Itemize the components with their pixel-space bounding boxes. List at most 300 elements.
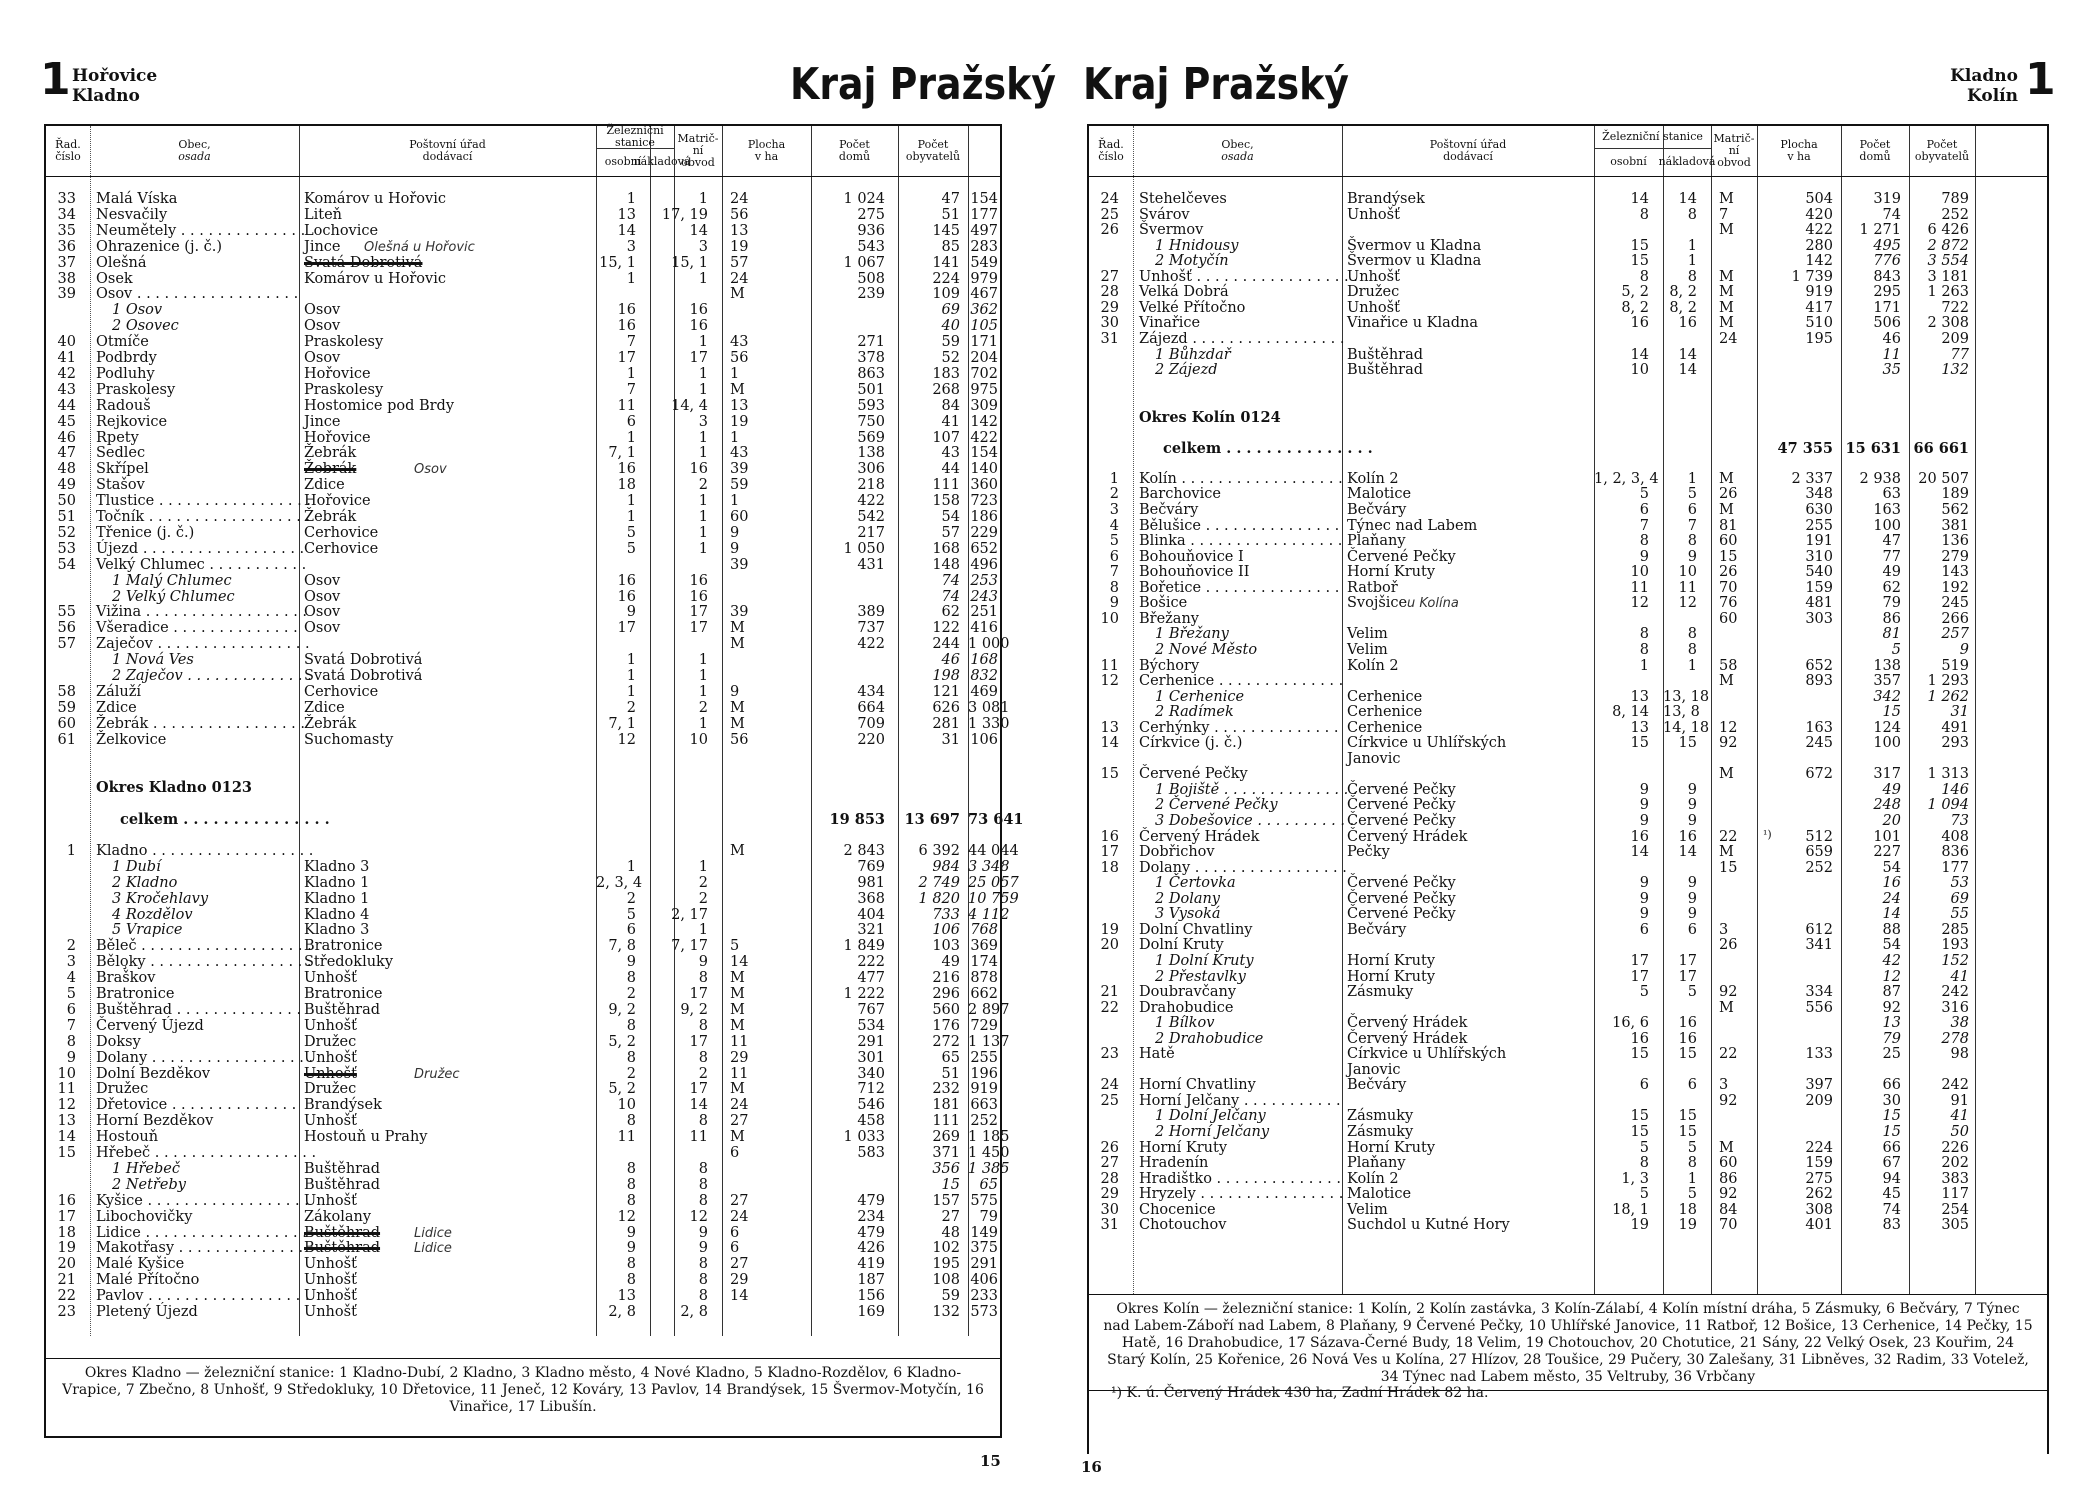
station-freight: 8, 2 [1669, 284, 1697, 301]
registry-district: M [730, 986, 745, 1002]
post-office: Komárov u Hořovic [304, 270, 446, 287]
station-freight: 1 [1687, 657, 1697, 674]
station-passenger: 5 [1639, 1139, 1649, 1156]
table-row [46, 780, 1000, 796]
region-places [72, 66, 157, 106]
row-number: 13 [57, 1113, 76, 1130]
house-count: 15 [1882, 1108, 1901, 1125]
post-office: Kladno 4 [304, 906, 370, 923]
table-row [46, 874, 1019, 892]
table-row [46, 939, 1000, 955]
table-row [1089, 425, 2047, 441]
station-passenger: 15, 1 [599, 254, 636, 271]
row-number: 5 [66, 986, 76, 1002]
table-row [46, 335, 1000, 351]
municipality-name: Makotřasy . . . . . . . . . . . . . . [96, 1240, 304, 1257]
header-domu-text: Počet domů [1859, 138, 1891, 163]
house-count: 626 [932, 699, 960, 716]
municipality-name: Braškov [96, 970, 156, 987]
house-count: 984 [932, 858, 960, 875]
municipality-name: Doubravčany [1139, 984, 1237, 1001]
population: 278 [1941, 1030, 1969, 1047]
post-office: Unhošť [304, 1256, 357, 1273]
area-ha: 262 [1805, 1186, 1833, 1203]
house-count: 102 [932, 1240, 960, 1257]
table-row [46, 1210, 1000, 1226]
station-freight: 9 [1687, 548, 1697, 565]
region-place-1: Kladno [1950, 66, 2018, 86]
house-count: 47 [941, 191, 960, 207]
post-office: Suchomasty [304, 731, 394, 748]
table-row [1089, 674, 2047, 690]
municipality-name: Hryzely . . . . . . . . . . . . . . . . [1139, 1186, 1344, 1203]
registry-district: 24 [730, 270, 749, 287]
post-office: Církvice u Uhlířských [1347, 735, 1507, 752]
area-ha: 709 [857, 715, 885, 732]
population: 383 [1941, 1170, 1969, 1187]
station-freight: 15 [1678, 1046, 1697, 1063]
area-ha: 220 [857, 731, 885, 748]
station-freight: 1 [698, 270, 708, 287]
station-freight: 10 [1678, 564, 1697, 581]
table-row [1089, 270, 2047, 286]
station-passenger: 5, 2 [608, 1081, 636, 1098]
population: 408 [1941, 828, 1969, 845]
station-freight: 8 [1687, 533, 1697, 550]
municipality-name: Ohrazenice (j. č.) [96, 238, 223, 255]
station-freight: 9 [1687, 906, 1697, 923]
station-freight: 1 [1687, 253, 1697, 270]
house-count: 87 [1882, 984, 1901, 1001]
population: 293 [1941, 735, 1969, 752]
row-number: 29 [1100, 1186, 1119, 1203]
house-count: 1 271 [1859, 222, 1901, 239]
row-number: 3 [66, 954, 76, 971]
region-number: 1 [2025, 54, 2056, 105]
municipality-name: Cerhýnky . . . . . . . . . . . . . . [1139, 719, 1339, 736]
population: 171 [970, 334, 998, 351]
row-number: 56 [57, 620, 76, 637]
table-row [46, 1129, 1010, 1146]
post-office: Svatá Dobrotivá [304, 254, 423, 271]
row-number: 26 [1100, 222, 1119, 239]
house-count: 49 [1882, 781, 1901, 798]
station-passenger: 6 [626, 922, 636, 939]
table-row [1089, 208, 2047, 224]
table-row [1089, 876, 2047, 892]
house-count: 13 697 [904, 811, 960, 829]
row-number: 52 [57, 524, 76, 541]
post-office: Kolín 2 [1347, 657, 1399, 674]
page-title: Kraj Pražský [1083, 59, 1349, 110]
post-office: Buštěhrad [304, 1001, 381, 1018]
population: 6 426 [1927, 222, 1969, 239]
row-number: 31 [1100, 1217, 1119, 1234]
table-row [46, 1033, 1010, 1051]
table-row [46, 796, 1000, 812]
table-row [1089, 736, 2047, 752]
station-passenger: 12 [1630, 595, 1649, 612]
station-passenger: 8 [626, 1113, 636, 1130]
house-count: 81 [1882, 626, 1901, 643]
station-passenger: 9 [1639, 781, 1649, 798]
page-title: Kraj Pražský [790, 59, 1056, 110]
area-ha: 417 [1805, 299, 1833, 316]
house-count: 106 [932, 922, 960, 939]
registry-district: 27 [730, 1192, 749, 1209]
row-number: 23 [1100, 1046, 1119, 1063]
post-office: Osov [304, 302, 341, 319]
table-row [46, 715, 1010, 733]
population: 1 262 [1927, 688, 1969, 705]
population: 1 137 [968, 1033, 1010, 1050]
house-count: 272 [932, 1033, 960, 1050]
station-freight: 8 [698, 1113, 708, 1130]
station-passenger: 18, 1 [1612, 1201, 1649, 1218]
table-row [46, 1178, 1000, 1194]
area-ha: 334 [1805, 984, 1833, 1001]
population: 497 [970, 222, 998, 239]
house-count: 92 [1882, 999, 1901, 1016]
right-page [1043, 0, 2086, 1501]
area-ha: 163 [1805, 719, 1833, 736]
municipality-name: celkem . . . . . . . . . . . . . . . [1163, 439, 1373, 457]
municipality-name: Kladno . . . . . . . . . . . . . . . . . . [96, 842, 314, 859]
station-freight: 2, 17 [671, 906, 708, 923]
table-row [46, 1114, 1000, 1130]
station-passenger: 16 [1630, 315, 1649, 332]
area-ha: 422 [857, 636, 885, 653]
header-rad-text: Řad. číslo [1098, 138, 1124, 163]
station-freight: 1 [698, 922, 708, 939]
area-ha: 422 [1805, 222, 1833, 239]
area-ha: 401 [1805, 1217, 1833, 1234]
station-freight: 17 [689, 350, 708, 366]
table-row [46, 192, 1000, 208]
post-office: Žebrák [304, 715, 357, 732]
registry-district: 1 [730, 493, 740, 510]
post-office: Cerhovice [304, 683, 379, 700]
post-office: Komárov u Hořovic [304, 191, 446, 207]
row-number: 28 [1100, 284, 1119, 301]
row-number: 9 [66, 1049, 76, 1066]
station-passenger: 18 [617, 477, 636, 494]
post-office: Praskolesy [304, 381, 384, 398]
header-rad-text: Řad. číslo [55, 138, 81, 163]
municipality-name: Cerhenice . . . . . . . . . . . . . . [1139, 673, 1344, 690]
population: 662 [970, 986, 998, 1002]
table-row [1089, 938, 2047, 954]
area-ha: 142 [1805, 253, 1833, 270]
region-number: 1 [40, 54, 71, 105]
row-number: 4 [1109, 517, 1119, 534]
table-row [46, 224, 1000, 240]
table-row [46, 272, 1000, 288]
table-row [1089, 285, 2047, 301]
header-obyvatel [898, 126, 968, 176]
station-passenger: 6 [1639, 1077, 1649, 1094]
row-number: 27 [1100, 1155, 1119, 1172]
municipality-name: 2 Velký Chlumec [112, 588, 235, 605]
area-ha: 510 [1805, 315, 1833, 332]
station-freight: 14 [1678, 362, 1697, 379]
municipality-name: Velký Chlumec . . . . . . . . . . . [96, 556, 307, 573]
post-office: Plaňany [1347, 533, 1406, 550]
row-number: 49 [57, 477, 76, 494]
row-number: 23 [57, 1304, 76, 1320]
station-passenger: 7, 1 [608, 715, 636, 732]
house-count: 74 [1882, 1201, 1901, 1218]
area-ha: 169 [857, 1304, 885, 1320]
row-number: 6 [66, 1001, 76, 1018]
row-number: 25 [1100, 206, 1119, 223]
station-passenger: 7 [626, 334, 636, 351]
header-obec [1133, 126, 1342, 176]
population: 252 [970, 1113, 998, 1130]
post-office: Cerhovice [304, 540, 379, 557]
municipality-name: Drahobudice [1139, 999, 1234, 1016]
population: 309 [970, 397, 998, 414]
station-freight: 1 [698, 715, 708, 732]
station-passenger: 8 [626, 970, 636, 987]
municipality-name: 1 Bojiště . . . . . . . . . . . . . . . [1155, 781, 1358, 798]
municipality-name: Horní Kruty [1139, 1139, 1228, 1156]
area-ha: 245 [1805, 735, 1833, 752]
registry-district: 27 [730, 1113, 749, 1130]
area-ha: 481 [1805, 595, 1833, 612]
area-ha: 303 [1805, 610, 1833, 627]
population: 251 [970, 604, 998, 621]
table-row [1089, 1125, 2047, 1141]
station-freight: 11 [689, 1129, 708, 1146]
area-ha: 275 [857, 206, 885, 223]
row-number: 3 [1109, 502, 1119, 518]
post-office: Brandýsek [1347, 191, 1425, 207]
station-passenger: 1 [626, 365, 636, 382]
house-count: 35 [1882, 362, 1901, 379]
column-header-row [46, 126, 1000, 177]
house-count: 495 [1873, 237, 1901, 254]
post-office: Kolín 2 [1347, 1170, 1399, 1187]
table-row [1089, 923, 2047, 939]
station-passenger: 6 [626, 413, 636, 430]
municipality-name: Otmíče [96, 334, 149, 351]
header-rad [1089, 126, 1133, 176]
station-passenger: 1 [626, 683, 636, 700]
municipality-name: Unhošť . . . . . . . . . . . . . . . . . . [1139, 268, 1358, 285]
registry-district: M [1719, 1139, 1734, 1156]
municipality-name: Chocenice [1139, 1201, 1216, 1218]
post-office: Zásmuky [1347, 984, 1414, 1001]
municipality-name: Buštěhrad . . . . . . . . . . . . . . [96, 1001, 302, 1018]
registry-district: M [730, 970, 745, 987]
registry-district: 29 [730, 1272, 749, 1289]
station-freight: 1 [698, 191, 708, 207]
population: 4 112 [968, 906, 1010, 923]
house-count: 163 [1873, 502, 1901, 518]
population: 226 [1941, 1139, 1969, 1156]
registry-district: 1 [730, 365, 740, 382]
registry-district: 92 [1719, 984, 1738, 1001]
row-number: 6 [1109, 548, 1119, 565]
area-ha: 1 067 [843, 254, 885, 271]
population: 1 330 [968, 715, 1010, 732]
house-count: 44 [941, 461, 960, 478]
municipality-name: Nesvačily [96, 206, 168, 223]
table-row [1089, 410, 2047, 426]
table-row [1089, 612, 2047, 628]
station-passenger: 9 [1639, 813, 1649, 829]
area-ha: 612 [1805, 921, 1833, 938]
post-office: Hořovice [304, 429, 371, 446]
population: 177 [970, 206, 998, 223]
station-freight: 9 [1687, 875, 1697, 892]
house-count: 57 [941, 524, 960, 541]
station-freight: 1 [1687, 1170, 1697, 1187]
house-count: 79 [1882, 1030, 1901, 1047]
post-office: Buštěhrad [304, 1176, 381, 1193]
table-row [1089, 892, 2047, 908]
station-freight: 6 [1687, 502, 1697, 518]
table-row [1089, 1218, 2047, 1234]
area-ha: 348 [1805, 486, 1833, 503]
area-ha: 659 [1805, 844, 1833, 861]
population: 3 348 [968, 858, 1010, 875]
station-freight: 16 [689, 588, 708, 605]
area-ha: 195 [1805, 330, 1833, 347]
station-freight: 11 [1678, 579, 1697, 596]
table-row [1089, 705, 2047, 721]
header-domu-text: Počet domů [838, 138, 871, 163]
row-number: 12 [57, 1097, 76, 1114]
table-row [46, 1289, 1000, 1305]
population: 919 [970, 1081, 998, 1098]
house-count: 776 [1873, 253, 1901, 270]
registry-district: 43 [730, 334, 749, 351]
registry-district: 60 [1719, 610, 1738, 627]
header-obyvatel-text: Počet obyvatelů [905, 138, 961, 163]
municipality-name: Stašov [96, 477, 145, 494]
municipality-name: Točník . . . . . . . . . . . . . . . . . . [96, 509, 311, 525]
post-office: Unhošť [304, 970, 357, 987]
registry-district: 59 [730, 477, 749, 494]
station-freight: 16 [1678, 1015, 1697, 1032]
station-freight: 8 [1687, 268, 1697, 285]
post-office: Svatá Dobrotivá [304, 668, 423, 684]
header-osobni: osobní [604, 155, 642, 168]
area-ha: 187 [857, 1272, 885, 1289]
population: 174 [970, 954, 998, 971]
house-count: 41 [941, 413, 960, 430]
station-passenger: 5, 2 [1621, 284, 1649, 301]
station-passenger: 15 [1630, 1124, 1649, 1140]
station-freight: 14 [689, 222, 708, 239]
municipality-name: Lidice . . . . . . . . . . . . . . . . . . [96, 1224, 307, 1241]
municipality-name: Horní Jelčany . . . . . . . . . . . [1139, 1092, 1341, 1109]
population: 422 [970, 429, 998, 446]
header-posta [299, 126, 596, 176]
station-passenger: 13 [1630, 688, 1649, 705]
registry-district: M [1719, 315, 1734, 332]
station-freight: 8 [1687, 626, 1697, 643]
area-ha: 936 [857, 222, 885, 239]
area-ha: 47 355 [1777, 439, 1833, 457]
table-row [1089, 441, 2047, 457]
station-passenger: 8 [1639, 1155, 1649, 1172]
municipality-name: Církvice (j. č.) [1139, 735, 1243, 752]
station-passenger: 11 [1630, 579, 1649, 596]
municipality-name: 1 Nová Ves [112, 652, 194, 669]
row-number: 18 [1100, 859, 1119, 876]
station-freight: 5 [1687, 1186, 1697, 1203]
house-count: 12 [1882, 968, 1901, 985]
registry-district: 39 [730, 604, 749, 621]
handwritten-annotation: Osov [414, 462, 447, 478]
table-row [46, 1194, 1000, 1210]
post-office: Zdice [304, 699, 345, 716]
house-count: 5 [1891, 641, 1901, 658]
row-number: 14 [1100, 735, 1119, 752]
table-row [46, 733, 1000, 749]
row-number: 42 [57, 365, 76, 382]
municipality-name: 1 Hnidousy [1155, 237, 1239, 254]
table-row [46, 510, 1000, 526]
municipality-name: Dolní Kruty [1139, 937, 1224, 954]
station-freight: 1 [1687, 470, 1697, 487]
post-office: Unhošť [1347, 299, 1400, 316]
population: 381 [1941, 517, 1969, 534]
area-ha: 234 [857, 1208, 885, 1225]
population: 192 [1941, 579, 1969, 596]
population: 722 [1941, 299, 1969, 316]
population: 416 [970, 620, 998, 637]
registry-district: 3 [1719, 1077, 1729, 1094]
post-office: Zásmuky [1347, 1108, 1414, 1125]
post-office: Osov [304, 588, 341, 605]
header-matrika-text: Matrič- ní obvod [677, 132, 719, 169]
row-number: 44 [57, 397, 76, 414]
station-passenger: 5 [626, 540, 636, 557]
house-count: 59 [941, 334, 960, 351]
station-passenger: 19 [1630, 1217, 1649, 1234]
house-count: 46 [1882, 330, 1901, 347]
municipality-name: 3 Kročehlavy [112, 890, 209, 907]
population: 229 [970, 524, 998, 541]
registry-district: 56 [730, 731, 749, 748]
registry-district: 29 [730, 1049, 749, 1066]
registry-district: 60 [730, 509, 749, 525]
municipality-name: 1 Bůhzdař [1155, 346, 1231, 363]
population: 20 507 [1918, 470, 1969, 487]
area-ha: 1 849 [843, 938, 885, 955]
station-passenger: 9 [626, 954, 636, 971]
station-passenger: 14 [1630, 191, 1649, 207]
registry-district: M [730, 620, 745, 637]
house-count: 85 [941, 238, 960, 255]
header-obec-text: Obec, [178, 138, 211, 151]
table-row [46, 987, 1000, 1003]
table-row [1089, 534, 2047, 550]
population: 41 [1950, 968, 1969, 985]
station-freight: 16 [1678, 828, 1697, 845]
post-office: Červené Pečky [1347, 548, 1456, 565]
table-row [46, 542, 1000, 558]
post-office: Hořovice [304, 365, 371, 382]
table-row [46, 669, 1000, 685]
population: 136 [1941, 533, 1969, 550]
municipality-name: Zaječov . . . . . . . . . . . . . . . . . [96, 636, 310, 653]
post-office: Malotice [1347, 486, 1412, 503]
